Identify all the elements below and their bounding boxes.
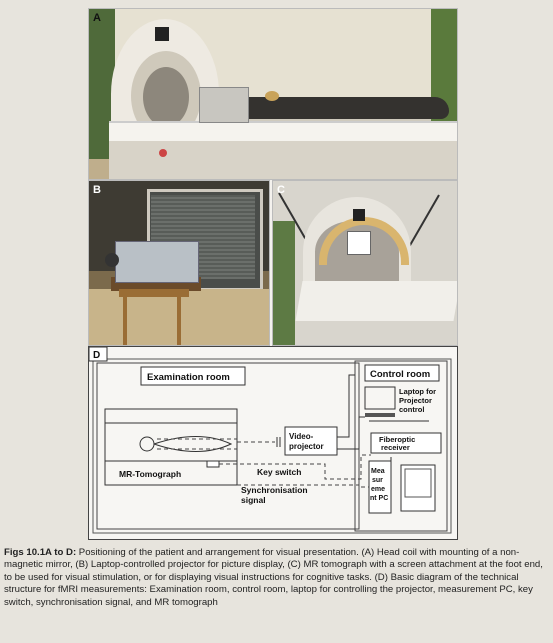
sync-signal-label-line2: signal (241, 495, 266, 505)
laptop-keyboard (365, 413, 395, 417)
photo-panel-a (88, 8, 458, 180)
pc-label-line1: Mea (371, 468, 385, 475)
fiberoptic-label-line2: receiver (381, 443, 410, 452)
key-switch-device (207, 461, 219, 467)
projection-screen (347, 231, 371, 255)
connection-projector-laptop (337, 375, 355, 437)
key-switch-label: Key switch (257, 467, 302, 477)
laptop-label-line2: Projector (399, 396, 432, 405)
mr-tomograph-label: MR-Tomograph (119, 469, 182, 479)
patient-table (109, 121, 457, 143)
projector (115, 241, 199, 283)
patient-head (140, 437, 154, 451)
connection-projector-control (337, 417, 365, 449)
laptop-label-line1: Laptop for (399, 387, 437, 396)
stand-leg (123, 295, 127, 345)
panel-label-d: D (93, 350, 101, 361)
pc-monitor (401, 465, 435, 511)
head-coil (199, 87, 249, 123)
projector-lens (105, 253, 119, 267)
patient-body (219, 97, 449, 119)
photo-panel-b (88, 180, 270, 346)
patient-table (295, 281, 458, 321)
patient-table-base (109, 141, 457, 179)
laptop-label-line3: control (399, 405, 425, 414)
fiberoptic-label-line1: Fiberoptic (379, 435, 416, 444)
checkerboard-target (155, 27, 169, 41)
video-projector-label-line1: Video- (289, 432, 314, 441)
sync-signal-label-line1: Synchronisation (241, 485, 308, 495)
figure-caption (4, 547, 549, 609)
checkerboard-target (353, 209, 365, 221)
diagram-panel-d (88, 346, 458, 540)
control-room-label: Control room (370, 369, 431, 380)
photo-panel-c (272, 180, 458, 346)
green-wall (273, 221, 295, 345)
video-projector-label-line2: projector (289, 442, 324, 451)
examination-room-label: Examination room (147, 372, 230, 383)
panel-label-a: A (93, 12, 101, 24)
caption-text: Positioning of the patient and arrangement for visual presentation. (A) Head coil with mounting of a non-magnetic mirror, (B) Laptop-controlled projector for picture display, (C) MR tomograph with a screen attachment at the foot end, to be used for visual stimulation, or for displaying visual instructions for cognitive tasks. (D) Basic diagram of the technical structure for fMRI measurements: Examination room, control room, laptop for controlling the projector, measurement PC, key switch, synchronisation signal, and MR tomograph (4, 547, 543, 608)
pc-label-line3: eme (371, 486, 386, 493)
scanner-knob (159, 149, 167, 157)
panel-label-b: B (93, 184, 101, 196)
caption-lead: Figs 10.1A to D: (4, 547, 77, 558)
scanner-bore-inner (143, 67, 189, 127)
stand-leg (177, 295, 181, 345)
laptop-icon (365, 387, 395, 409)
panel-label-c: C (277, 184, 285, 196)
figure (88, 8, 456, 538)
pc-label-line4: nt PC (370, 495, 389, 502)
technical-diagram (89, 347, 457, 539)
pc-label-line2: sur (372, 477, 383, 484)
patient-hair (265, 91, 279, 101)
